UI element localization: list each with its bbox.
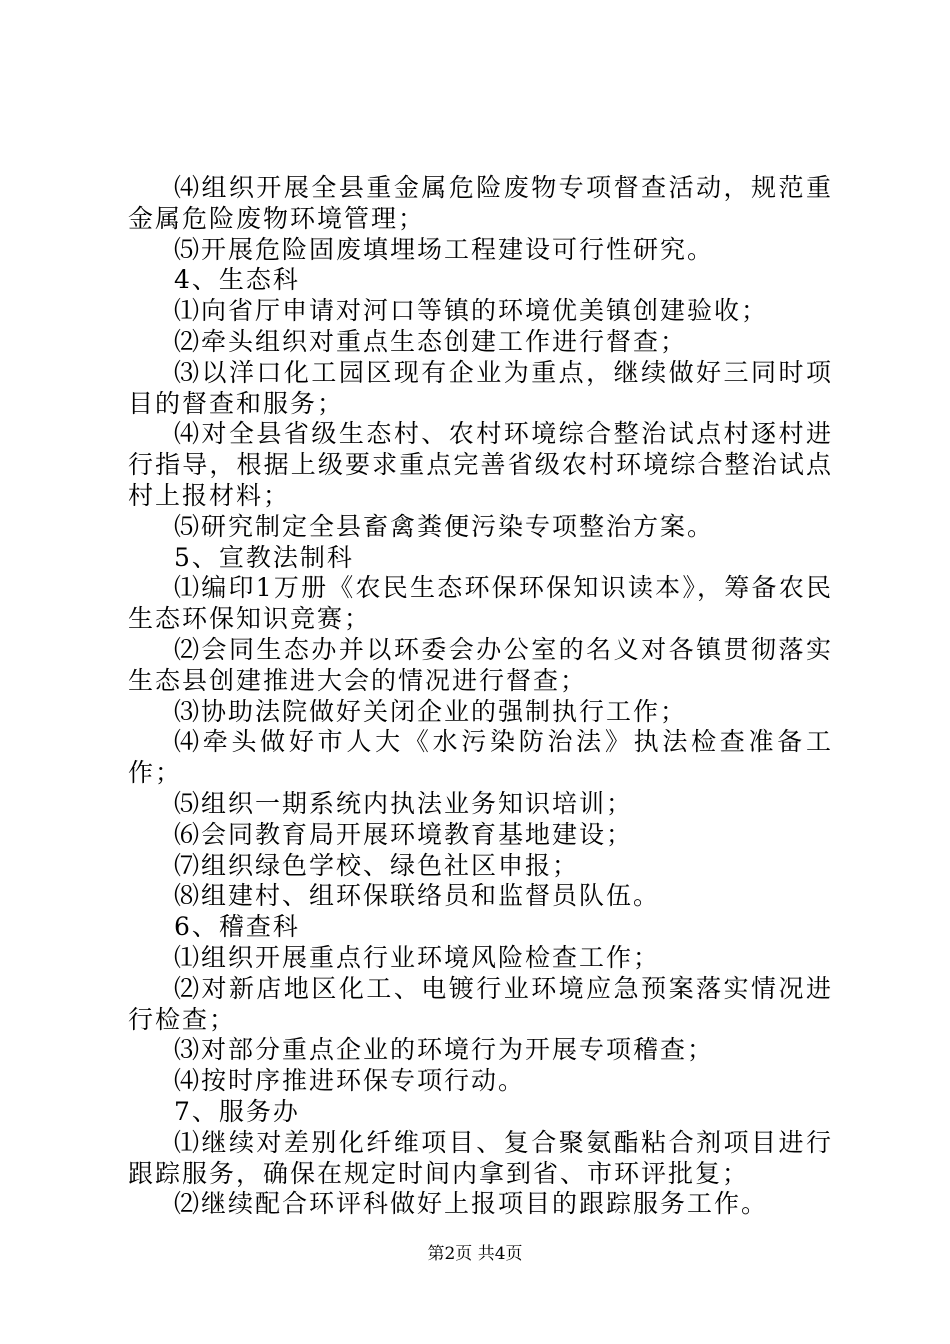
paragraph: ⑸研究制定全县畜禽粪便污染专项整治方案。 xyxy=(174,511,715,541)
document-body xyxy=(128,173,833,1220)
paragraph: ⑵对新店地区化工、电镀行业环境应急预案落实情况进行检查； xyxy=(128,973,833,1034)
paragraph: ⑵牵头组织对重点生态创建工作进行督查； xyxy=(174,326,688,356)
paragraph: ⑷牵头做好市人大《水污染防治法》执法检查准备工作； xyxy=(128,727,833,788)
paragraph: ⑷按时序推进环保专项行动。 xyxy=(174,1066,526,1096)
paragraph: ⑵继续配合环评科做好上报项目的跟踪服务工作。 xyxy=(174,1189,769,1219)
section-heading: 7、服务办 xyxy=(174,1096,300,1126)
paragraph: ⑸组织一期系统内执法业务知识培训； xyxy=(174,788,634,818)
paragraph: ⑶协助法院做好关闭企业的强制执行工作； xyxy=(174,696,688,726)
section-heading: 6、稽查科 xyxy=(174,912,300,942)
paragraph: ⑶对部分重点企业的环境行为开展专项稽查； xyxy=(174,1035,715,1065)
paragraph: ⑺组织绿色学校、绿色社区申报； xyxy=(174,850,580,880)
paragraph: ⑷组织开展全县重金属危险废物专项督查活动，规范重金属危险废物环境管理； xyxy=(128,173,833,233)
paragraph: ⑷对全县省级生态村、农村环境综合整治试点村逐村进行指导，根据上级要求重点完善省级农村环境综合整治试点村上报材料； xyxy=(128,419,833,510)
paragraph: ⑴组织开展重点行业环境风险检查工作； xyxy=(174,942,661,972)
paragraph: ⑵会同生态办并以环委会办公室的名义对各镇贯彻落实生态县创建推进大会的情况进行督查； xyxy=(128,634,833,695)
section-heading: 4、生态科 xyxy=(174,265,300,295)
paragraph: ⑹会同教育局开展环境教育基地建设； xyxy=(174,819,634,849)
paragraph: ⑶以洋口化工园区现有企业为重点，继续做好三同时项目的督查和服务； xyxy=(128,357,833,418)
paragraph: ⑴继续对差别化纤维项目、复合聚氨酯粘合剂项目进行跟踪服务，确保在规定时间内拿到省、市环评批复； xyxy=(128,1127,833,1188)
paragraph: ⑻组建村、组环保联络员和监督员队伍。 xyxy=(174,881,661,911)
paragraph: ⑴编印1万册《农民生态环保环保知识读本》，筹备农民生态环保知识竞赛； xyxy=(128,573,833,634)
paragraph: ⑴向省厅申请对河口等镇的环境优美镇创建验收； xyxy=(174,296,769,326)
paragraph: ⑸开展危险固废填埋场工程建设可行性研究。 xyxy=(174,234,715,264)
page-number-footer: 第2页 共4页 xyxy=(427,1244,523,1264)
section-heading: 5、宣教法制科 xyxy=(174,542,354,572)
